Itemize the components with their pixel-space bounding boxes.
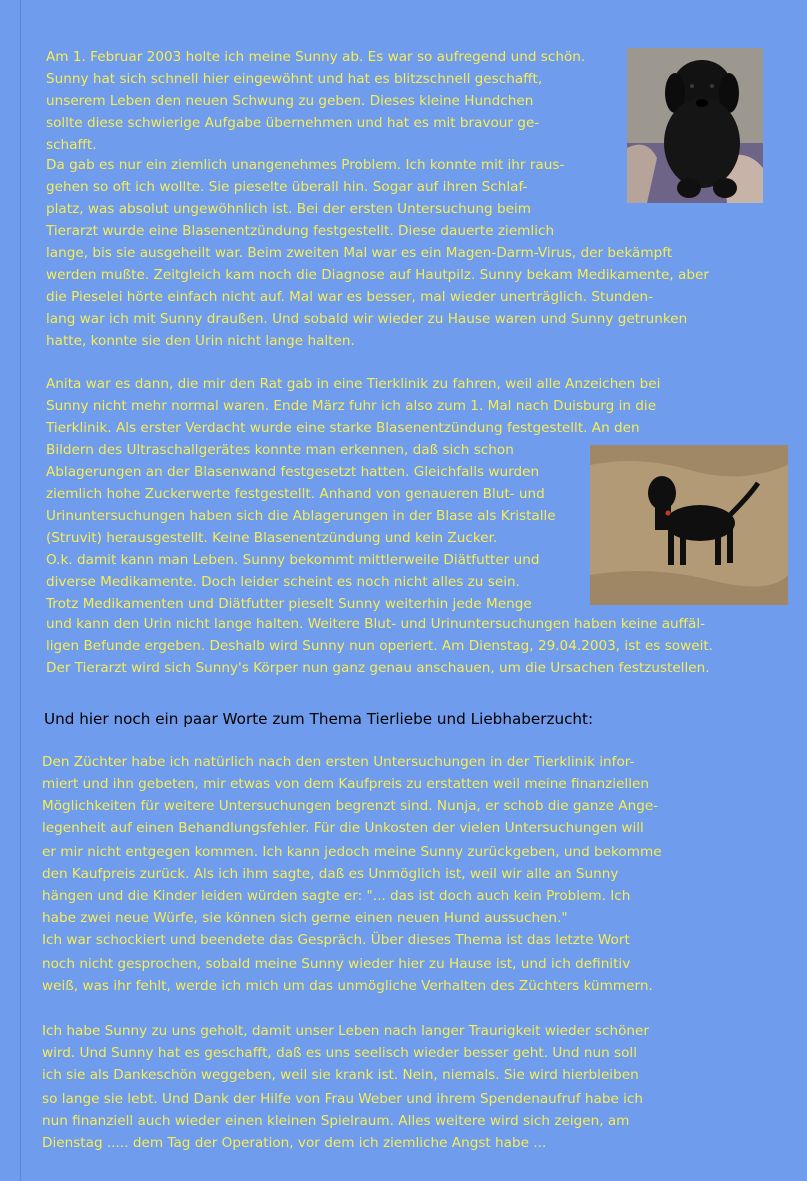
text-line: sollte diese schwierige Aufgabe übernehmen und hat es mit bravour ge-	[46, 115, 540, 131]
dog-in-field-photo	[590, 445, 788, 605]
text-line: (Struvit) herausgestellt. Keine Blasenentzündung und kein Zucker.	[46, 530, 498, 546]
text-line: unserem Leben den neuen Schwung zu geben. Dieses kleine Hundchen	[46, 93, 534, 109]
text-line: miert und ihn gebeten, mir etwas von dem Kaufpreis zu erstatten weil meine finanziellen	[42, 776, 649, 792]
text-line: Ablagerungen an der Blasenwand festgesetzt hatten. Gleichfalls wurden	[46, 464, 540, 480]
text-line: hatte, konnte sie den Urin nicht lange halten.	[46, 333, 355, 349]
text-line: Sunny nicht mehr normal waren. Ende März fuhr ich also zum 1. Mal nach Duisburg in die	[46, 398, 657, 414]
text-line: schafft.	[46, 137, 97, 153]
text-line: ich sie als Dankeschön weggeben, weil sie krank ist. Nein, niemals. Sie wird hierbleiben	[42, 1067, 639, 1083]
section-heading: Und hier noch ein paar Worte zum Thema Tierliebe und Liebhaberzucht:	[44, 710, 594, 728]
text-line: lang war ich mit Sunny draußen. Und sobald wir wieder zu Hause waren und Sunny getrunken	[46, 311, 688, 327]
text-line: habe zwei neue Würfe, sie können sich gerne einen neuen Hund aussuchen."	[42, 910, 568, 926]
text-line: Tierklinik. Als erster Verdacht wurde eine starke Blasenentzündung festgestellt. An den	[46, 420, 640, 436]
text-line: hängen und die Kinder leiden würden sagte er: "... das ist doch auch kein Problem. Ich	[42, 888, 631, 904]
text-line: ligen Befunde ergeben. Deshalb wird Sunny nun operiert. Am Dienstag, 29.04.2003, ist es soweit.	[46, 638, 714, 654]
text-line: Am 1. Februar 2003 holte ich meine Sunny ab. Es war so aufregend und schön.	[46, 49, 586, 65]
text-line: die Pieselei hörte einfach nicht auf. Mal war es besser, mal wieder unerträglich. Stunden-	[46, 289, 654, 305]
text-line: Anita war es dann, die mir den Rat gab in eine Tierklinik zu fahren, weil alle Anzeichen bei	[46, 376, 661, 392]
text-line: Tierarzt wurde eine Blasenentzündung festgestellt. Diese dauerte ziemlich	[46, 223, 555, 239]
text-line: Möglichkeiten für weitere Untersuchungen begrenzt sind. Nunja, er schob die ganze Ange-	[42, 798, 659, 814]
text-line: diverse Medikamente. Doch leider scheint es noch nicht alles zu sein.	[46, 574, 520, 590]
text-line: noch nicht gesprochen, sobald meine Sunny wieder hier zu Hause ist, und ich definitiv	[42, 956, 631, 972]
text-line: er mir nicht entgegen kommen. Ich kann jedoch meine Sunny zurückgeben, und bekomme	[42, 844, 662, 860]
text-line: Dienstag ..... dem Tag der Operation, vor dem ich ziemliche Angst habe ...	[42, 1135, 547, 1151]
text-line: Den Züchter habe ich natürlich nach den ersten Untersuchungen in der Tierklinik infor-	[42, 754, 635, 770]
text-line: Ich war schockiert und beendete das Gespräch. Über dieses Thema ist das letzte Wort	[42, 932, 630, 948]
text-line: werden mußte. Zeitgleich kam noch die Diagnose auf Hautpilz. Sunny bekam Medikamente, aber	[46, 267, 709, 283]
text-line: Der Tierarzt wird sich Sunny's Körper nun ganz genau anschauen, um die Ursachen festzustellen.	[46, 660, 710, 676]
text-line: ziemlich hohe Zuckerwerte festgestellt. Anhand von genaueren Blut- und	[46, 486, 545, 502]
text-line: O.k. damit kann man Leben. Sunny bekommt mittlerweile Diätfutter und	[46, 552, 540, 568]
text-line: Ich habe Sunny zu uns geholt, damit unser Leben nach langer Traurigkeit wieder schöner	[42, 1023, 649, 1039]
text-line: so lange sie lebt. Und Dank der Hilfe von Frau Weber und ihrem Spendenaufruf habe ich	[42, 1091, 644, 1107]
text-line: legenheit auf einen Behandlungsfehler. Für die Unkosten der vielen Untersuchungen will	[42, 820, 644, 836]
text-line: platz, was absolut ungewöhnlich ist. Bei der ersten Untersuchung beim	[46, 201, 531, 217]
text-line: Urinuntersuchungen haben sich die Ablagerungen in der Blase als Kristalle	[46, 508, 556, 524]
text-line: nun finanziell auch wieder einen kleinen Spielraum. Alles weitere wird sich zeigen, am	[42, 1113, 630, 1129]
text-line: Bildern des Ultraschallgerätes konnte man erkennen, daß sich schon	[46, 442, 514, 458]
text-line: Da gab es nur ein ziemlich unangenehmes Problem. Ich konnte mit ihr raus-	[46, 157, 565, 173]
page-border	[20, 0, 21, 1181]
text-line: weiß, was ihr fehlt, werde ich mich um das unmögliche Verhalten des Züchters kümmern.	[42, 978, 653, 994]
puppy-photo	[627, 48, 763, 203]
text-line: Sunny hat sich schnell hier eingewöhnt und hat es blitzschnell geschafft,	[46, 71, 543, 87]
text-line: den Kaufpreis zurück. Als ich ihm sagte, daß es Unmöglich ist, weil wir alle an Sunny	[42, 866, 619, 882]
text-line: lange, bis sie ausgeheilt war. Beim zweiten Mal war es ein Magen-Darm-Virus, der bekämpft	[46, 245, 673, 261]
text-line: Trotz Medikamenten und Diätfutter pieselt Sunny weiterhin jede Menge	[46, 596, 532, 612]
text-line: und kann den Urin nicht lange halten. Weitere Blut- und Urinuntersuchungen haben keine auffäl-	[46, 616, 706, 632]
text-line: gehen so oft ich wollte. Sie pieselte überall hin. Sogar auf ihren Schlaf-	[46, 179, 528, 195]
text-line: wird. Und Sunny hat es geschafft, daß es uns seelisch wieder besser geht. Und nun soll	[42, 1045, 637, 1061]
